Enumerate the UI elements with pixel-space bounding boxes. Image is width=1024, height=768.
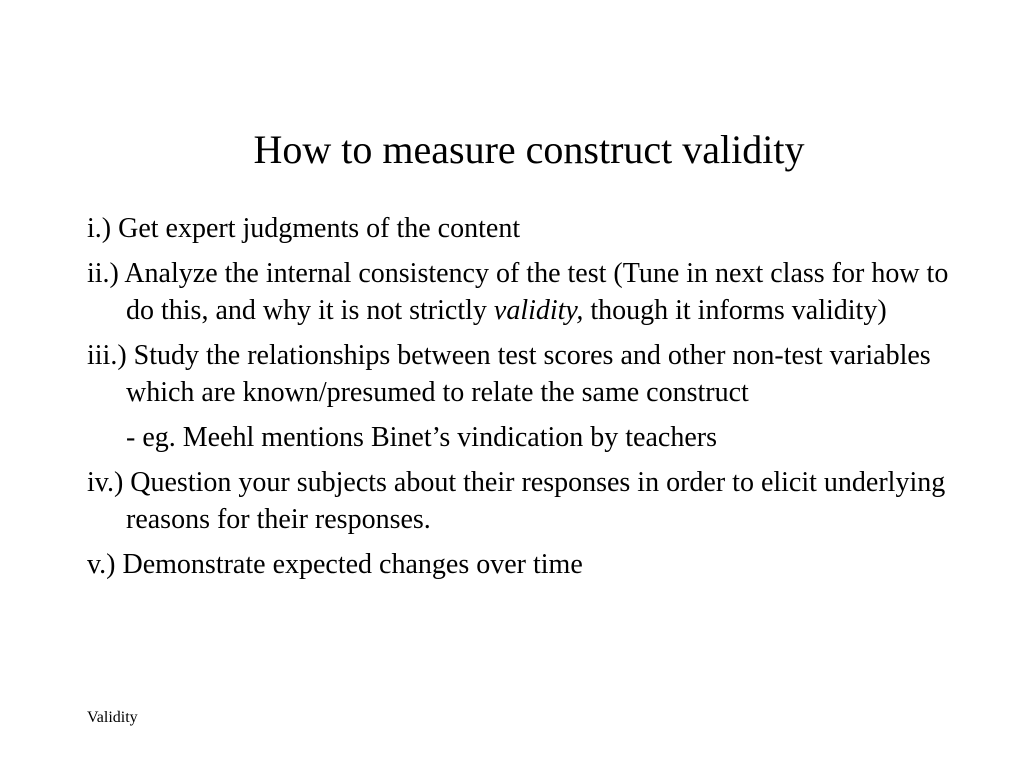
list-item-ii-text-end: though it informs validity)	[583, 295, 887, 326]
list-subitem-example: - eg. Meehl mentions Binet’s vindication by teachers	[126, 422, 717, 453]
list-item-iii: iii.) Study the relationships between test scores and other non-test variables which are known/presumed to relate the same construct	[87, 340, 931, 408]
slide-body	[87, 210, 957, 591]
list-item-ii-emphasis: validity,	[493, 295, 584, 326]
list-item-ii	[87, 255, 957, 329]
list-item-iv: iv.) Question your subjects about their responses in order to elicit underlying reasons for their responses.	[87, 467, 946, 535]
list-item-ii-text: ii.) Analyze the internal consistency of the test (Tune in next class for how to do this, and why it is not strictly	[87, 258, 949, 326]
slide-title: How to measure construct validity	[253, 127, 805, 172]
list-item-v: v.) Demonstrate expected changes over time	[87, 549, 583, 580]
slide-footer: Validity	[87, 709, 138, 726]
list-item-i: i.) Get expert judgments of the content	[87, 213, 521, 244]
